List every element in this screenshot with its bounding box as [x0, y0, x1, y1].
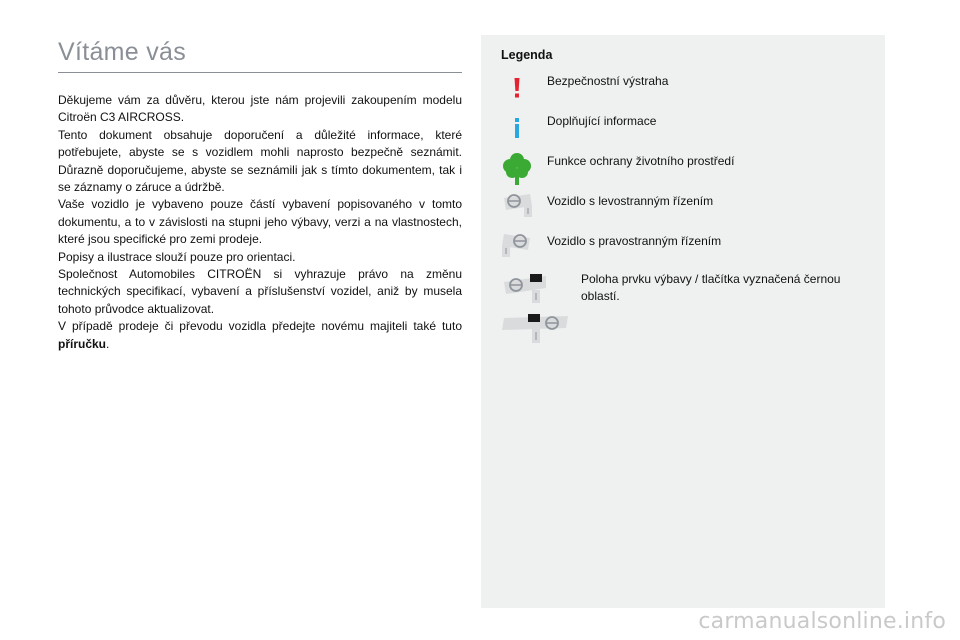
equipment-position-right-icon: [502, 312, 570, 344]
legend-label-info: Doplňující informace: [547, 114, 657, 128]
environment-tree-icon: [502, 152, 532, 186]
info-icon: [511, 116, 523, 140]
legend-label-lhd: Vozidlo s levostranným řízením: [547, 194, 714, 208]
last-paragraph-text: V případě prodeje či převodu vozidla předejte novému majiteli také tuto: [58, 319, 462, 334]
title-divider: [58, 72, 462, 73]
warning-exclamation-icon: [511, 76, 523, 100]
legend-label-environment: Funkce ochrany životního prostředí: [547, 154, 735, 168]
page-title: Vítáme vás: [58, 38, 187, 66]
intro-paragraph: Vaše vozidlo je vybaveno pouze částí vybavení popisovaného v tomto dokumentu, a to v závislosti na stupni jeho výbavy, verzi a na vlastnostech, které jsou specifické pro zemi prodeje.: [58, 197, 462, 247]
legend-title: Legenda: [501, 48, 553, 62]
legend-label-equipment-position: Poloha prvku výbavy / tlačítka vyznačená černou oblastí.: [581, 272, 841, 303]
left-hand-drive-icon: [502, 192, 534, 218]
intro-paragraph-last: [58, 318, 462, 353]
equipment-position-left-icon: [502, 272, 548, 304]
intro-text: [58, 92, 462, 353]
intro-paragraph: Děkujeme vám za důvěru, kterou jste nám projevili zakoupením modelu Citroën C3 AIRCROSS.: [58, 93, 462, 125]
legend-label-warning: Bezpečnostní výstraha: [547, 74, 669, 88]
intro-paragraph: Tento dokument obsahuje doporučení a důležité informace, které potřebujete, abyste se s vozidlem mohli naprosto bezpečně seznámit. Důrazně doporučujeme, abyste se seznámili jak s tímto dokumentem, tak i se záznamy o záruce a údržbě.: [58, 127, 462, 195]
watermark: carmanualsonline.info: [698, 609, 946, 634]
last-paragraph-end: .: [106, 336, 110, 351]
legend-label-rhd: Vozidlo s pravostranným řízením: [547, 234, 722, 248]
right-hand-drive-icon: [502, 232, 534, 258]
manual-word: příručku: [58, 336, 107, 351]
intro-paragraph: Popisy a ilustrace slouží pouze pro orientaci.: [58, 249, 296, 264]
intro-paragraph: Společnost Automobiles CITROËN si vyhrazuje právo na změnu technických specifikací, vybavení a příslušenství vozidel, aniž by musela tohoto průvodce aktualizovat.: [58, 267, 462, 316]
